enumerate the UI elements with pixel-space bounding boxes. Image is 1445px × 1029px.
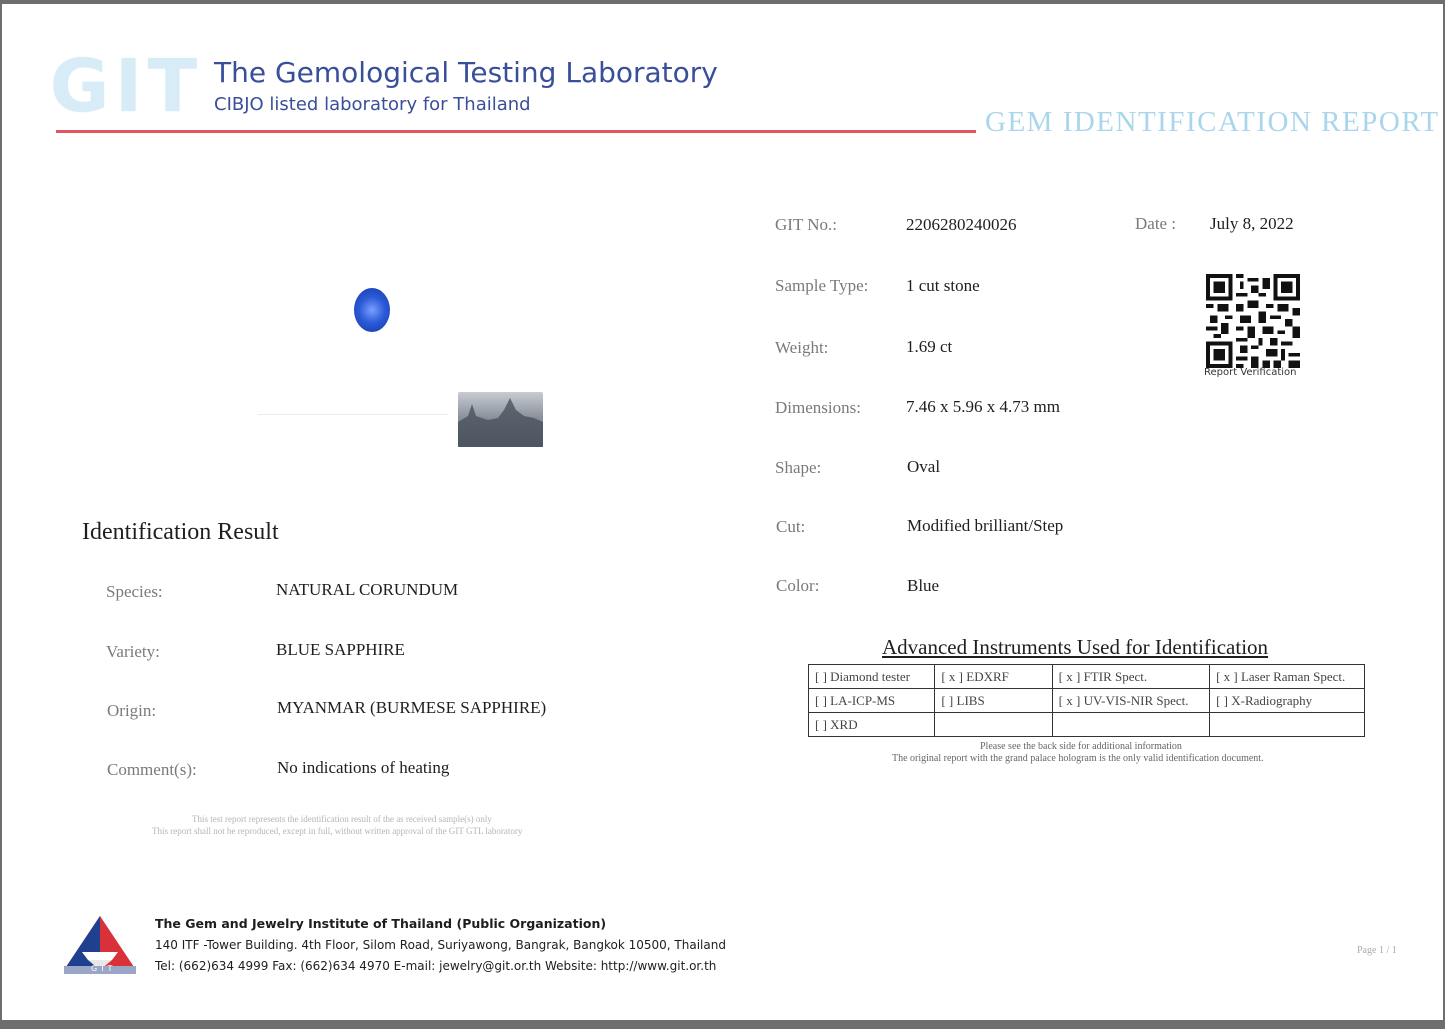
footer-address: 140 ITF -Tower Building. 4th Floor, Silom Road, Suriyawong, Bangrak, Bangkok 10500, Thailand bbox=[155, 938, 726, 952]
origin-label: Origin: bbox=[107, 701, 157, 720]
origin-value: MYANMAR (BURMESE SAPPHIRE) bbox=[277, 698, 547, 717]
instruments-note-1: Please see the back side for additional information bbox=[980, 741, 1182, 752]
cut-label: Cut: bbox=[776, 517, 806, 536]
header-rule bbox=[56, 130, 976, 133]
git-no-value: 2206280240026 bbox=[906, 215, 1017, 234]
git-logo: GIT bbox=[50, 44, 203, 128]
instrument-cell bbox=[1210, 713, 1365, 737]
instrument-cell: [ x ] EDXRF bbox=[935, 665, 1052, 689]
report-sheet bbox=[2, 4, 1443, 1020]
footer-logo-text: GIT bbox=[91, 964, 117, 973]
instrument-cell: [ ] XRD bbox=[809, 713, 935, 737]
hologram-strip bbox=[258, 414, 448, 415]
variety-label: Variety: bbox=[106, 642, 160, 661]
instrument-cell: [ ] X-Radiography bbox=[1210, 689, 1365, 713]
instruments-note-2: The original report with the grand palace hologram is the only valid identification document. bbox=[892, 753, 1264, 764]
footer-contact: Tel: (662)634 4999 Fax: (662)634 4970 E-mail: jewelry@git.or.th Website: http://www.git.or.th bbox=[155, 959, 717, 973]
comments-value: No indications of heating bbox=[277, 758, 450, 777]
instruments-title: Advanced Instruments Used for Identification bbox=[882, 635, 1269, 659]
instrument-cell bbox=[1052, 713, 1209, 737]
instrument-row bbox=[809, 713, 1365, 737]
footer-org: The Gem and Jewelry Institute of Thailand (Public Organization) bbox=[155, 916, 607, 931]
dimensions-label: Dimensions: bbox=[775, 398, 861, 417]
shape-value: Oval bbox=[907, 457, 941, 476]
weight-label: Weight: bbox=[775, 338, 829, 357]
lab-subtitle: CIBJO listed laboratory for Thailand bbox=[214, 94, 531, 115]
disclaimer-line-1: This test report represents the identification result of the as received sample(s) only bbox=[192, 814, 492, 824]
date-label: Date : bbox=[1135, 214, 1177, 233]
instrument-cell: [ ] LA-ICP-MS bbox=[809, 689, 935, 713]
comments-label: Comment(s): bbox=[107, 760, 197, 779]
dimensions-value: 7.46 x 5.96 x 4.73 mm bbox=[906, 397, 1060, 416]
report-title: GEM IDENTIFICATION REPORT bbox=[985, 106, 1440, 138]
species-value: NATURAL CORUNDUM bbox=[276, 580, 459, 599]
instruments-table bbox=[808, 664, 1365, 737]
disclaimer-line-2: This report shall not be reproduced, except in full, without written approval of the GIT GTL laboratory bbox=[152, 826, 523, 836]
date-value: July 8, 2022 bbox=[1210, 214, 1294, 233]
sample-type-label: Sample Type: bbox=[775, 276, 869, 295]
instrument-cell bbox=[935, 713, 1052, 737]
variety-value: BLUE SAPPHIRE bbox=[276, 640, 405, 659]
identification-title: Identification Result bbox=[82, 519, 279, 545]
cut-value: Modified brilliant/Step bbox=[907, 516, 1064, 535]
sample-type-value: 1 cut stone bbox=[906, 276, 980, 295]
instrument-row bbox=[809, 689, 1365, 713]
grand-palace-hologram bbox=[458, 392, 543, 447]
weight-value: 1.69 ct bbox=[906, 337, 953, 356]
palace-silhouette-icon bbox=[458, 392, 543, 447]
instrument-cell: [ ] LIBS bbox=[935, 689, 1052, 713]
gem-institute-logo bbox=[62, 914, 138, 976]
instrument-cell: [ x ] Laser Raman Spect. bbox=[1210, 665, 1365, 689]
species-label: Species: bbox=[106, 582, 163, 601]
shape-label: Shape: bbox=[775, 458, 822, 477]
git-no-label: GIT No.: bbox=[775, 215, 838, 234]
instrument-cell: [ ] Diamond tester bbox=[809, 665, 935, 689]
lab-name: The Gemological Testing Laboratory bbox=[214, 56, 718, 89]
gem-photo bbox=[354, 288, 390, 332]
instrument-cell: [ x ] FTIR Spect. bbox=[1052, 665, 1209, 689]
page-number: Page 1 / 1 bbox=[1357, 945, 1397, 956]
qr-code-icon[interactable] bbox=[1203, 274, 1303, 368]
color-value: Blue bbox=[907, 576, 940, 595]
color-label: Color: bbox=[776, 576, 820, 595]
instrument-cell: [ x ] UV-VIS-NIR Spect. bbox=[1052, 689, 1209, 713]
instrument-row bbox=[809, 665, 1365, 689]
qr-caption: Report Verification bbox=[1204, 367, 1297, 378]
